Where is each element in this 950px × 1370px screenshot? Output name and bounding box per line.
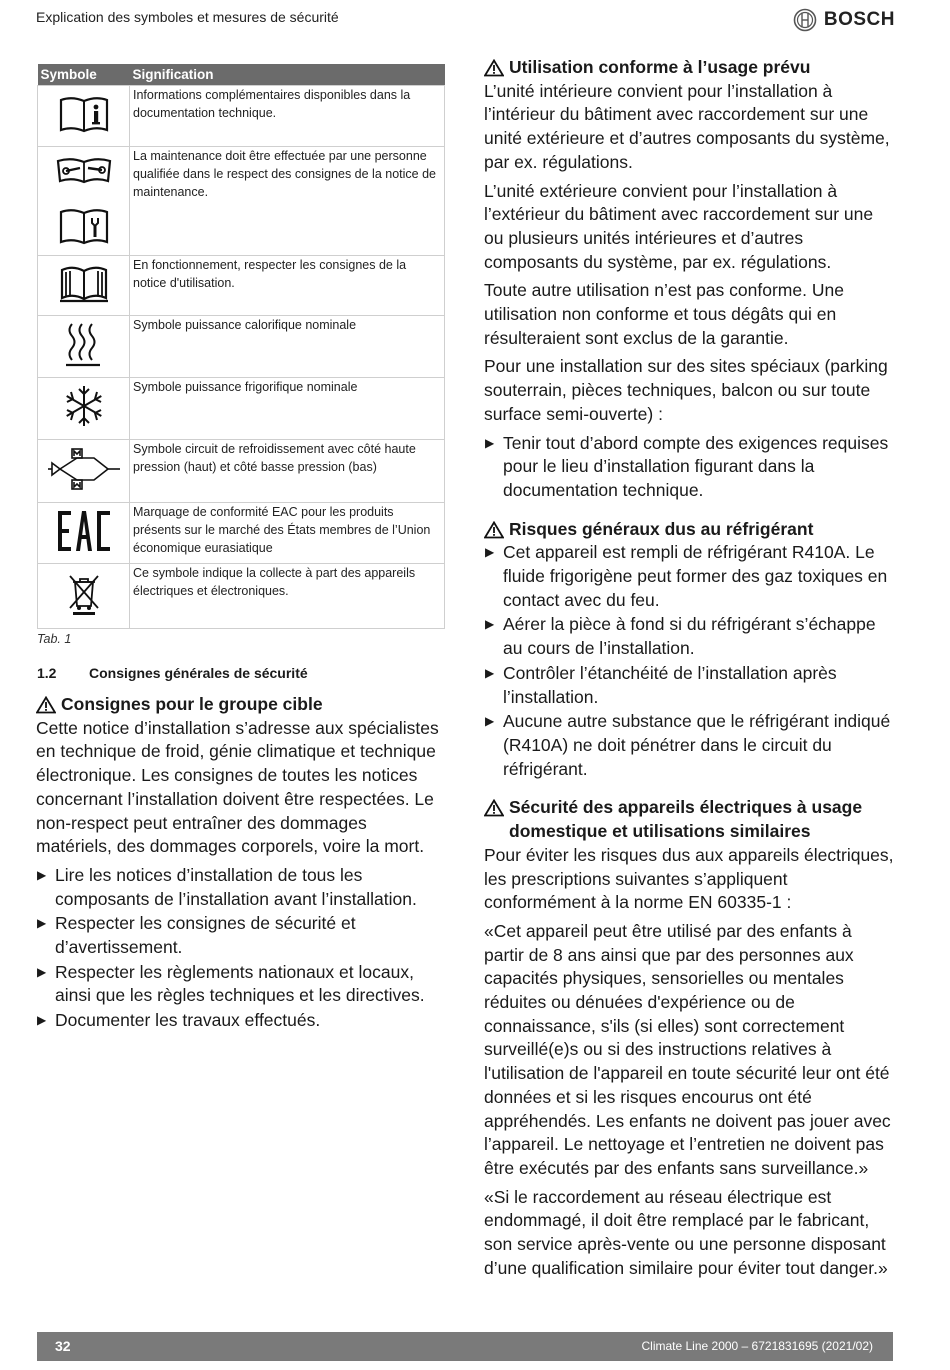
symbol-cell	[38, 316, 130, 378]
warning-triangle-icon	[484, 521, 504, 539]
eac-mark-icon	[56, 509, 112, 553]
symbol-cell	[38, 378, 130, 440]
table-row	[38, 147, 445, 256]
refrigerant-circuit-icon	[46, 446, 122, 492]
table-row	[38, 440, 445, 503]
brand-name: BOSCH	[823, 9, 895, 30]
meaning-cell	[130, 503, 445, 564]
heading-target-group	[36, 693, 446, 717]
right-column	[484, 56, 896, 1285]
list-item: ▶ Aucune autre substance que le réfrigérant indiqué (R410A) ne doit pénétrer dans le circuit du réfrigérant.	[484, 710, 896, 781]
page-footer	[37, 1332, 893, 1361]
bullet-list	[484, 432, 896, 503]
warning-triangle-icon	[484, 59, 504, 77]
bosch-logo-icon	[793, 8, 817, 32]
meaning-cell	[130, 316, 445, 378]
paragraph: «Si le raccordement au réseau électrique est endommagé, il doit être remplacé par le fabricant, son service après-vente ou une personne disposant d’une qualification similaire pour éviter tout danger.»	[484, 1186, 888, 1278]
meaning-text: La maintenance doit être effectuée par une personne qualifiée dans le respect des consignes de la notice de maintenance.	[133, 149, 436, 199]
list-item: ▶ Respecter les règlements nationaux et locaux, ainsi que les règles techniques et les directives.	[36, 961, 446, 1008]
brand	[793, 8, 895, 32]
bullet-list	[36, 864, 446, 1033]
list-item: ▶ Tenir tout d’abord compte des exigences requises pour le lieu d’installation figurant dans la documentation technique.	[484, 432, 896, 503]
crossed-bin-icon	[66, 572, 102, 616]
column-header-symbol: Symbole	[38, 64, 130, 86]
section-number: 1.2	[37, 665, 57, 681]
symbol-table	[37, 64, 445, 629]
info-book-icon	[58, 94, 110, 134]
paragraph: L’unité intérieure convient pour l’installation à l’intérieur du bâtiment avec raccordement sur une unité extérieure et d’autres composants du système, par ex. régulations.	[484, 80, 890, 172]
meaning-cell	[130, 378, 445, 440]
meaning-cell	[130, 564, 445, 629]
table-row	[38, 378, 445, 440]
maintenance-manual-icon	[54, 151, 114, 191]
page-number: 32	[55, 1338, 71, 1354]
meaning-text: Marquage de conformité EAC pour les produits présents sur le marché des États membres de l’Union économique eurasiatique	[133, 505, 431, 555]
page-header-title: Explication des symboles et mesures de sécurité	[36, 9, 339, 25]
table-row	[38, 86, 445, 147]
heading-text: Sécurité des appareils électriques à usage domestique et utilisations similaires	[509, 797, 863, 842]
symbol-cell	[38, 440, 130, 503]
warning-triangle-icon	[36, 696, 56, 714]
heading-text: Utilisation conforme à l’usage prévu	[509, 57, 811, 77]
heading-refrigerant-risks	[484, 518, 896, 542]
heat-waves-icon	[64, 320, 104, 368]
symbol-cell	[38, 256, 130, 316]
left-column	[36, 693, 446, 1038]
heading-intended-use	[484, 56, 896, 80]
snowflake-icon	[61, 383, 107, 429]
section-title: Consignes générales de sécurité	[89, 665, 308, 681]
heading-text: Consignes pour le groupe cible	[61, 694, 323, 714]
meaning-cell	[130, 256, 445, 316]
meaning-text: Symbole puissance frigorifique nominale	[133, 380, 358, 394]
list-item: ▶ Aérer la pièce à fond si du réfrigérant s’échappe au cours de l’installation.	[484, 613, 896, 660]
meaning-cell	[130, 440, 445, 503]
paragraph: «Cet appareil peut être utilisé par des enfants à partir de 8 ans ainsi que par des personnes aux capacités physiques, sensorielles ou mentales réduites ou dénuées d'expérience ou de connaissance, s'ils (si elles) sont correctement surveillé(e)s ou si des instructions relatives à l'utilisation de l'appareil en toute sécurité leur ont été données et si les risques encourus ont été appréhendés. Les enfants ne doivent pas jouer avec l’appareil. Le nettoyage et l’entretien ne doivent pas être exécutés par des enfants sans surveillance.»	[484, 920, 891, 1178]
paragraph: L’unité extérieure convient pour l’installation à l’extérieur du bâtiment avec raccordement sur une ou plusieurs unités intérieures et d’autres composants du système, par ex. régulations.	[484, 180, 874, 272]
paragraph: Cette notice d’installation s’adresse aux spécialistes en technique de froid, génie climatique et technique électronique. Les consignes de toutes les notices concernant l’installation doivent être respectées. Le non-respect peut entraîner des dommages matériels, des dommages corporels, voire la mort.	[36, 717, 439, 857]
maintenance-book-icon	[58, 206, 110, 246]
heading-text: Risques généraux dus au réfrigérant	[509, 518, 814, 539]
list-item: ▶ Respecter les consignes de sécurité et d’avertissement.	[36, 912, 446, 959]
table-row	[38, 256, 445, 316]
symbol-cell	[38, 503, 130, 564]
meaning-text: En fonctionnement, respecter les consignes de la notice d'utilisation.	[133, 258, 407, 290]
open-book-icon	[58, 262, 110, 304]
list-item: ▶ Lire les notices d’installation de tous les composants de l’installation avant l’installation.	[36, 864, 446, 911]
symbol-cell	[38, 86, 130, 147]
meaning-text: Symbole puissance calorifique nominale	[133, 318, 357, 332]
list-item: ▶ Documenter les travaux effectués.	[36, 1009, 446, 1033]
bullet-list	[484, 541, 896, 781]
table-caption: Tab. 1	[37, 632, 72, 646]
column-header-meaning: Signification	[130, 64, 445, 86]
meaning-text: Ce symbole indique la collecte à part des appareils électriques et électroniques.	[133, 566, 416, 598]
meaning-cell	[130, 147, 445, 256]
meaning-text: Informations complémentaires disponibles dans la documentation technique.	[133, 88, 411, 120]
list-item: ▶ Cet appareil est rempli de réfrigérant R410A. Le fluide frigorigène peut former des gaz toxiques en contact avec du feu.	[484, 541, 896, 612]
table-row	[38, 564, 445, 629]
table-row	[38, 503, 445, 564]
symbol-cell	[38, 147, 130, 256]
paragraph: Pour une installation sur des sites spéciaux (parking souterrain, pièces techniques, balcon ou sur toute surface semi-ouverte) :	[484, 356, 888, 424]
symbol-cell	[38, 564, 130, 629]
table-row	[38, 316, 445, 378]
heading-electrical-safety	[484, 796, 896, 843]
meaning-text: Symbole circuit de refroidissement avec côté haute pression (haut) et côté basse pression (bas)	[133, 442, 416, 474]
paragraph: Toute autre utilisation n’est pas conforme. Une utilisation non conforme et tous dégâts qui en résulteraient sont exclus de la garantie.	[484, 280, 844, 348]
meaning-cell	[130, 86, 445, 147]
warning-triangle-icon	[484, 799, 504, 817]
list-item: ▶ Contrôler l’étanchéité de l’installation après l’installation.	[484, 662, 896, 709]
paragraph: Pour éviter les risques dus aux appareils électriques, les prescriptions suivantes s’appliquent conformément à la norme EN 60335-1 :	[484, 844, 894, 913]
document-reference: Climate Line 2000 – 6721831695 (2021/02)	[641, 1339, 873, 1353]
